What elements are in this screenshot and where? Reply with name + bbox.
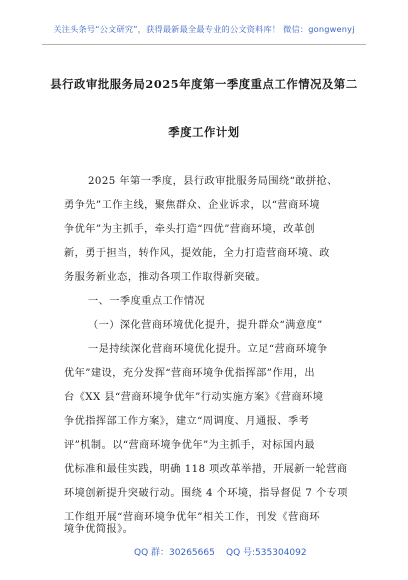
section-heading: 一、一季度重点工作情况 xyxy=(88,296,206,307)
paragraph-line: 优标准和最佳实践，明确 118 项改革举措，开展新一轮营商 xyxy=(64,464,348,475)
paragraph-line: 务服务新业态，推动各项工作取得新突破。 xyxy=(64,272,267,283)
paragraph-line: 工作组开展“营商环境争优年”相关工作，刊发《营商环 xyxy=(64,512,320,523)
paragraph-line: 境争优简报》。 xyxy=(64,524,134,535)
paragraph-line: 评”机制。以“营商环境争优年”为主抓手，对标国内最 xyxy=(64,440,315,451)
paragraph-line: 新，勇于担当，转作风，提效能，全力打造营商环境、政 xyxy=(64,248,330,259)
paragraph-line: 优年”建设，充分发挥“营商环境争优指挥部”作用，出 xyxy=(64,368,315,379)
document-title-line-1: 县行政审批服务局2025年度第一季度重点工作情况及第二 xyxy=(50,77,358,91)
paragraph-line: 一是持续深化营商环境优化提升。立足“营商环境争 xyxy=(88,344,328,355)
header-banner: 关注头条号“公文研究”，获得最新最全最专业的公文资料库！ 微信：gongwenyj xyxy=(53,24,355,34)
footer xyxy=(0,545,408,563)
paragraph-line: 争优指挥部工作方案》，建立“周调度、月通报、季考 xyxy=(64,416,310,427)
header-divider xyxy=(42,44,366,45)
footer-qq-number: QQ 号:535304092 xyxy=(226,548,307,558)
paragraph-line: 环境创新提升突破行动。围绕 4 个环境，指导督促 7 个专项 xyxy=(64,488,348,499)
paragraph-line: 台《XX 县“营商环境争优年”行动实施方案》《营商环境 xyxy=(64,392,324,403)
paragraph-line: 勇争先”工作主线，聚焦群众、企业诉求，以“营商环境 xyxy=(64,200,320,211)
paragraph-line: 争优年”为主抓手，牵头打造“四优”营商环境，改革创 xyxy=(64,224,315,235)
subsection-heading: （一）深化营商环境优化提升，提升群众“满意度” xyxy=(88,320,323,331)
document-title-line-2: 季度工作计划 xyxy=(168,125,240,139)
footer-qq-group: QQ 群：30265665 xyxy=(134,548,215,558)
paragraph-line: 2025 年第一季度，县行政审批服务局围绕“敢拼抢、 xyxy=(88,176,338,187)
